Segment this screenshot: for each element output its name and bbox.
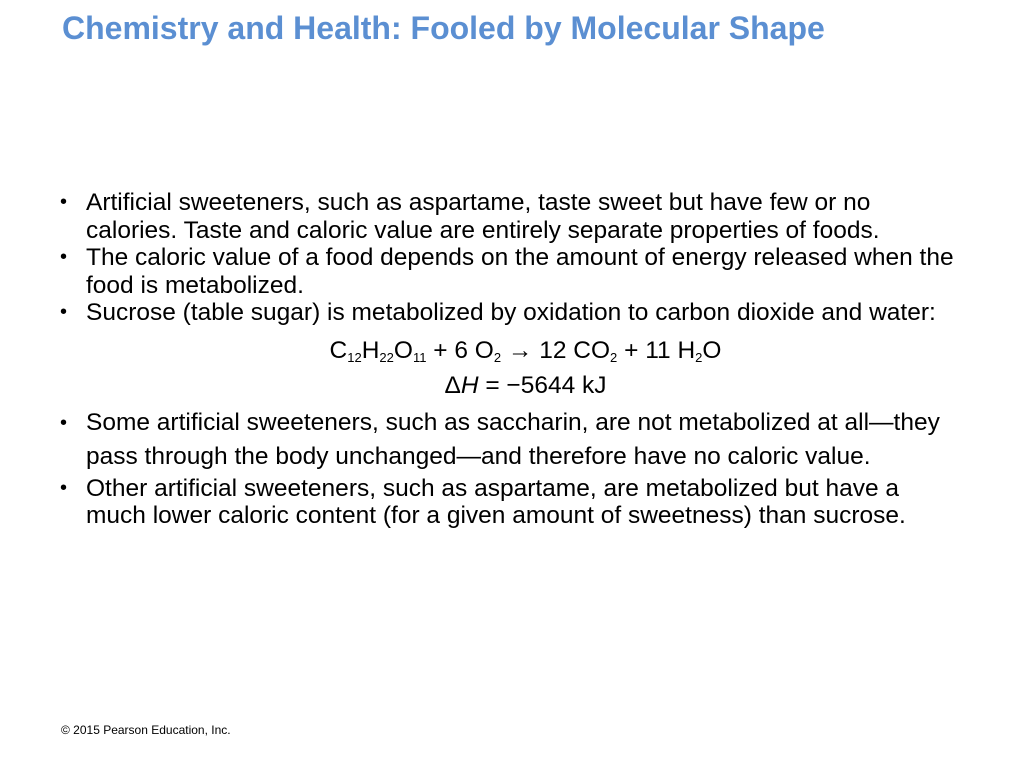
equation-oxygen-reactant-subscript: 2 [493,349,502,365]
equation-carbon: C [329,336,348,364]
bullet-icon: • [60,191,68,213]
bullet-item [60,406,965,475]
equation-oxygen: O [393,336,413,364]
chemical-equation [86,333,965,369]
bullet-text: Sucrose (table sugar) is metabolized by oxidation to carbon dioxide and water: [86,299,936,326]
equation-water-tail: O [702,336,722,364]
bullet-icon: • [60,246,68,268]
enthalpy-symbol: H [460,371,479,399]
equation-co2: 12 CO [539,336,611,364]
bullet-text: Other artificial sweeteners, such as aspartame, are metabolized but have a much lower caloric content (for a given amount of sweetness) than sucrose. [86,474,906,529]
equation-hydrogen: H [361,336,380,364]
equation-oxygen-reactant: + 6 O [426,336,494,364]
equation-water-subscript: 2 [695,349,703,365]
delta-symbol: Δ [444,371,461,399]
equation-co2-subscript: 2 [610,349,618,365]
bullet-icon: • [60,301,68,323]
bullet-item [60,244,965,299]
slide-title: Chemistry and Health: Fooled by Molecular Shape [62,10,825,46]
equation-carbon-subscript: 12 [347,349,362,365]
bullet-item [60,475,965,530]
reaction-arrow-icon: → [501,336,540,364]
copyright-notice: © 2015 Pearson Education, Inc. [61,723,231,737]
bullet-text: Some artificial sweeteners, such as saccharin, are not metabolized at all—they pass through the body unchanged—and therefore have no caloric value. [86,408,940,470]
enthalpy-change [86,369,965,403]
equation-water: + 11 H [617,336,696,364]
bullet-item [60,299,965,327]
equation-oxygen-subscript: 11 [412,349,427,365]
slide-body [60,189,965,530]
bullet-icon: • [60,476,68,499]
bullet-text: The caloric value of a food depends on the amount of energy released when the food is metabolized. [86,244,954,299]
enthalpy-value: = −5644 kJ [478,371,607,399]
bullet-item [60,189,965,244]
bullet-icon: • [60,411,68,434]
bullet-text: Artificial sweeteners, such as aspartame, taste sweet but have few or no calories. Taste and caloric value are entirely separate properties of foods. [86,189,880,244]
equation-hydrogen-subscript: 22 [379,349,394,365]
